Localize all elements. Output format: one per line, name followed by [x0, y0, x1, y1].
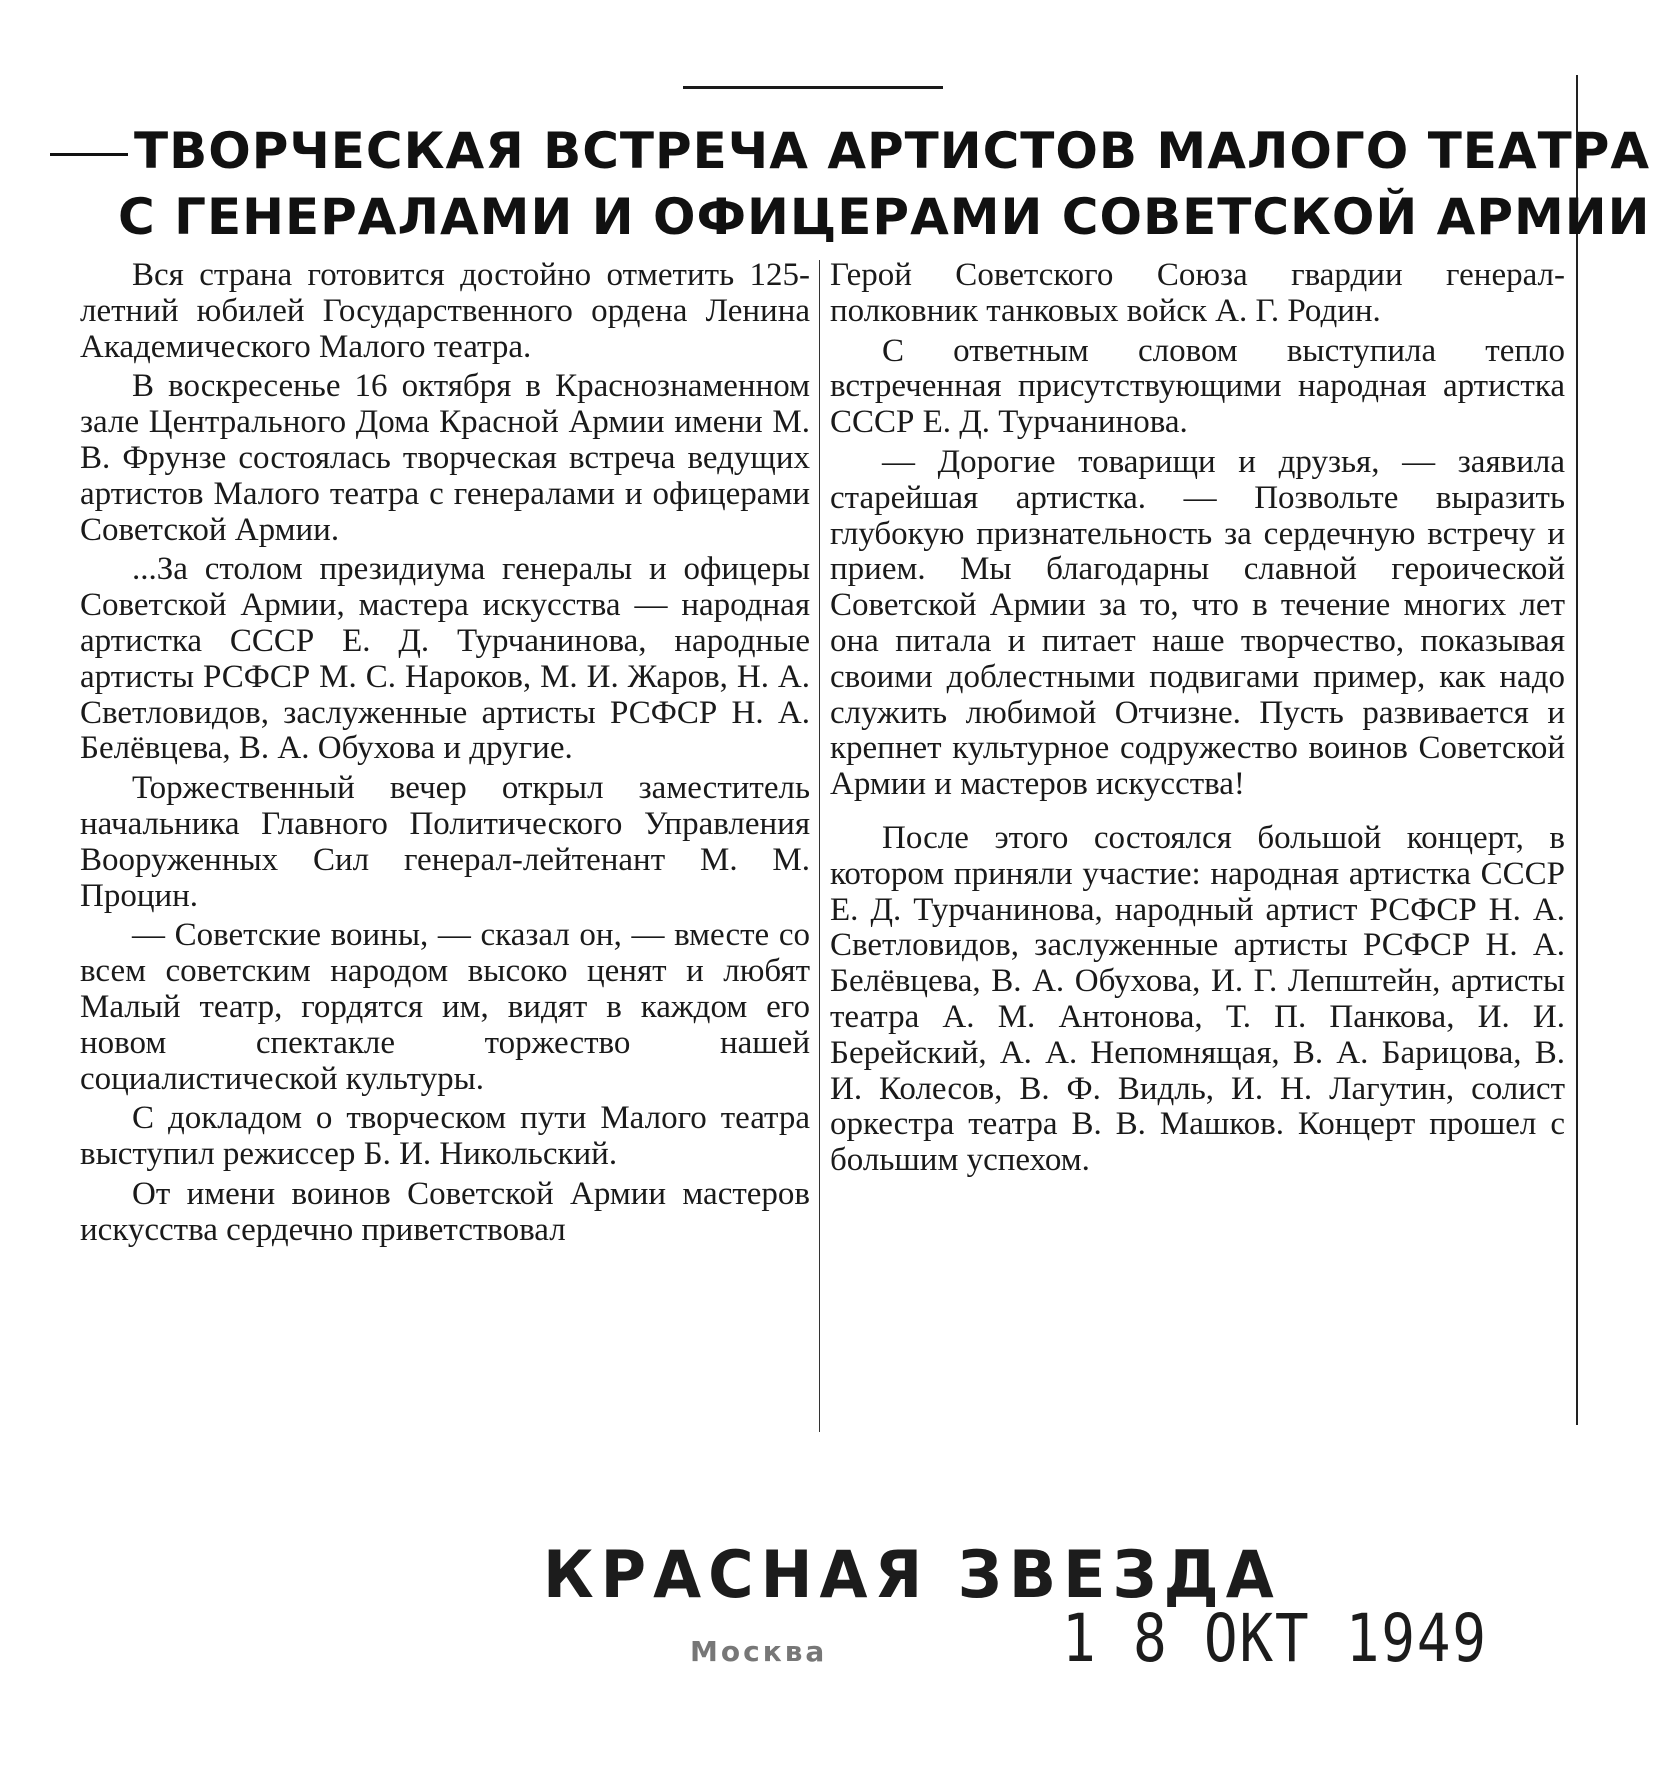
paragraph: Герой Советского Союза гвардии генерал-полковник танковых войск А. Г. Родин.: [830, 257, 1565, 329]
headline-line-2: С ГЕНЕРАЛАМИ И ОФИЦЕРАМИ СОВЕТСКОЙ АРМИИ: [118, 188, 1651, 246]
stamp-date: 1 8 ОКТ 1949: [1062, 1600, 1488, 1677]
paragraph: В воскресенье 16 октября в Краснознаменном зале Центрального Дома Красной Армии имени М. В. Фрунзе состоялась творческая встреча ведущих артистов Малого театра с генералами и офицерами Советской Армии.: [80, 368, 810, 548]
paragraph: От имени воинов Советской Армии мастеров искусства сердечно приветствовал: [80, 1175, 810, 1248]
paragraph: С ответным словом выступила тепло встреченная присутствующими народная артистка СССР Е. Д. Турчанинова.: [830, 332, 1565, 441]
paragraph: ...За столом президиума генералы и офицеры Советской Армии, мастера искусства — народная артистка СССР Е. Д. Турчанинова, народные артисты РСФСР М. С. Нароков, М. И. Жаров, Н. А. Светловидов, заслуженные артисты РСФСР Н. А. Белёвцева, В. А. Обухова и другие.: [80, 551, 810, 767]
top-rule: [683, 86, 943, 89]
paragraph: Вся страна готовится достойно отметить 125-летний юбилей Государственного ордена Ленина Академического Малого театра.: [80, 257, 810, 365]
headline: [50, 118, 1651, 250]
paragraph: С докладом о творческом пути Малого театра выступил режиссер Б. И. Никольский.: [80, 1100, 810, 1173]
stamp-city: Москва: [690, 1635, 828, 1668]
left-column: [80, 258, 810, 1249]
headline-line-1: ТВОРЧЕСКАЯ ВСТРЕЧА АРТИСТОВ МАЛОГО ТЕАТРА: [50, 118, 1590, 184]
column-divider: [819, 260, 820, 1432]
paragraph: — Советские воины, — сказал он, — вместе со всем советским народом высоко ценят и любят Малый театр, гордятся им, видят в каждом его новом спектакле торжество нашей социалистической культуры.: [80, 917, 810, 1097]
paragraph: Торжественный вечер открыл заместитель начальника Главного Политического Управления Вооруженных Сил генерал-лейтенант М. М. Процин.: [80, 770, 810, 914]
newspaper-stamp-title: КРАСНАЯ ЗВЕЗДА: [543, 1536, 1281, 1613]
paragraph: — Дорогие товарищи и друзья, — заявила старейшая артистка. — Позвольте выразить глубокую признательность за сердечную встречу и прием. Мы благодарны славной героической Советской Армии за то, что в течение многих лет она питала и питает наше творчество, показывая своими доблестными подвигами пример, как надо служить любимой Отчизне. Пусть развивается и крепнет культурное содружество воинов Советской Армии и мастеров искусства!: [830, 443, 1565, 803]
page-edge-line: [1576, 75, 1578, 1425]
paragraph: После этого состоялся большой концерт, в котором приняли участие: народная артистка СССР Е. Д. Турчанинова, народный артист РСФСР Н. А. Светловидов, заслуженные артисты РСФСР Н. А. Белёвцева, В. А. Обухова, И. Г. Лепштейн, артисты театра А. М. Антонова, Т. П. Панкова, И. И. Берейский, А. А. Непомнящая, В. А. Барицова, В. И. Колесов, В. Ф. Видль, И. Н. Лагутин, солист оркестра театра В. В. Машков. Концерт прошел с большим успехом.: [830, 819, 1565, 1179]
right-column: [830, 258, 1565, 1179]
